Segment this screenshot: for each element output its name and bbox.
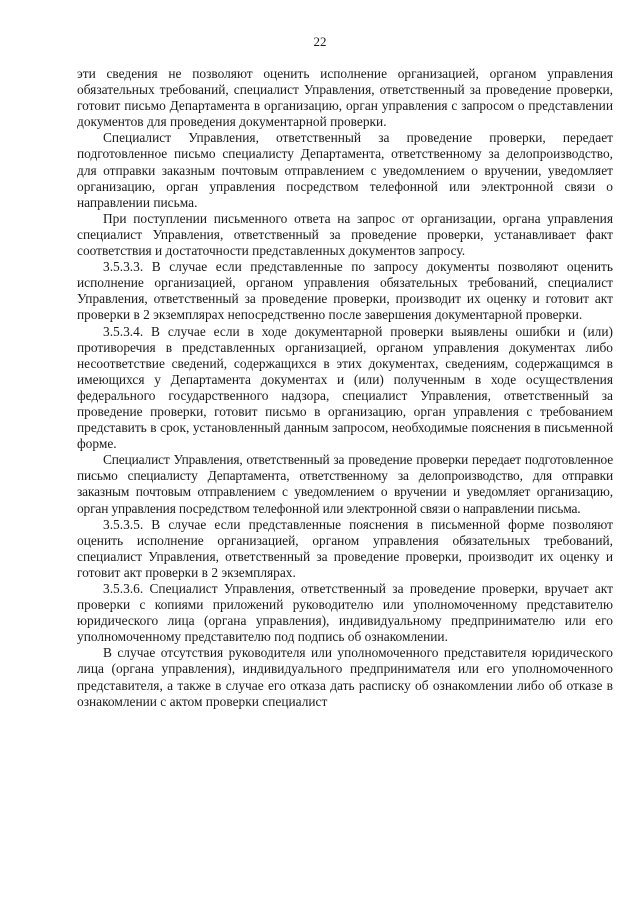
paragraph: При поступлении письменного ответа на запрос от организации, органа управления специалист Управления, ответственный за проведение проверки, устанавливает факт соответствия и достаточности представленных документов запросу. bbox=[77, 210, 613, 259]
paragraph-3-5-3-6: 3.5.3.6. Специалист Управления, ответственный за проведение проверки, вручает акт проверки с копиями приложений руководителю или уполномоченному представителю юридического лица (органа управления), индивидуальному предпринимателю или его уполномоченному представителю под подпись об ознакомлении. bbox=[77, 581, 613, 645]
paragraph-3-5-3-4: 3.5.3.4. В случае если в ходе документарной проверки выявлены ошибки и (или) противоречия в представленных организацией, органом управления документах либо несоответствие сведений, содержащихся в этих документах, сведениям, содержащимся в имеющихся у Департамента документах и (или) полученным в ходе осуществления федерального государственного надзора, специалист Управления, ответственный за проведение проверки, готовит письмо в организацию, орган управления с требованием представить в срок, установленный данным запросом, необходимые пояснения в письменной форме. bbox=[77, 323, 613, 452]
paragraph: Специалист Управления, ответственный за проведение проверки передает подготовленное письмо специалисту Департамента, ответственному за делопроизводство, для отправки заказным почтовым отправлением с уведомлением о вручении и уведомляет организацию, орган управления посредством телефонной или электронной связи о направлении письма. bbox=[77, 452, 613, 516]
document-body bbox=[77, 66, 613, 710]
paragraph-3-5-3-3: 3.5.3.3. В случае если представленные по запросу документы позволяют оценить исполнение организацией, органом управления обязательных требований, специалист Управления, ответственный за проведение проверки, производит их оценку и готовит акт проверки в 2 экземплярах непосредственно после завершения документарной проверки. bbox=[77, 259, 613, 323]
paragraph: Специалист Управления, ответственный за проведение проверки, передает подготовленное письмо специалисту Департамента, ответственному за делопроизводство, для отправки заказным почтовым отправлением с уведомлением о вручении, уведомляет организацию, орган управления посредством телефонной или электронной связи о направлении письма. bbox=[77, 130, 613, 210]
paragraph-continuation: эти сведения не позволяют оценить исполнение организацией, органом управления обязательных требований, специалист Управления, ответственный за проведение проверки, готовит письмо Департамента в организацию, орган управления с запросом о представлении документов для проведения документарной проверки. bbox=[77, 66, 613, 130]
page-number: 22 bbox=[313, 34, 327, 49]
paragraph-3-5-3-5: 3.5.3.5. В случае если представленные пояснения в письменной форме позволяют оценить исполнение организацией, органом управления обязательных требований, специалист Управления, ответственный за проведение проверки, производит их оценку и готовит акт проверки в 2 экземплярах. bbox=[77, 516, 613, 580]
paragraph: В случае отсутствия руководителя или уполномоченного представителя юридического лица (органа управления), индивидуального предпринимателя или его уполномоченного представителя, а также в случае его отказа дать расписку об ознакомлении либо об отказе в ознакомлении с актом проверки специалист bbox=[77, 645, 613, 709]
